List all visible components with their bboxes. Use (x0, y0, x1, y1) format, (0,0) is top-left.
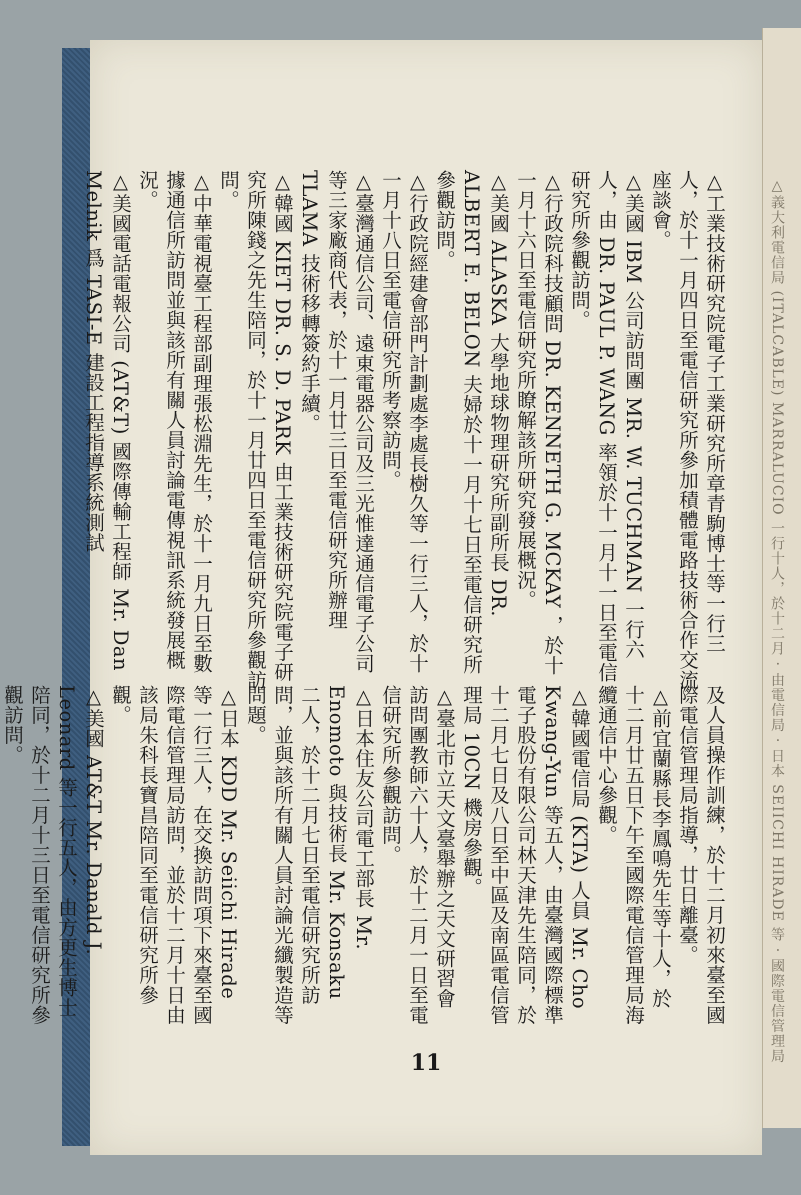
next-page-edge (762, 28, 801, 1128)
entry: △韓國電信局 (KTA) 人員 Mr. Cho Kwang-Yun 等五人，由臺灣國際標準電子股份有限公司林天津先生陪同，於十二月七日及八日至中區及南區電信管理局 10CN 機房參觀。 (460, 685, 591, 1025)
entry: △行政院科技顧問 DR. KENNETH G. MCKAY ，於十一月十六日至電信研究所瞭解該所研究發展概況。 (514, 170, 564, 676)
lower-text-section (1, 685, 728, 1025)
entry: △中華電視臺工程部副理張松淵先生，於十一月九日至數據通信所訪問並與該所有關人員討論電傳視訊系統發展概況。 (136, 170, 213, 674)
page-number: 11 (410, 1050, 442, 1076)
next-page-bleed-text: △義大利電信局 (ITALCABLE) MARRALUCIO 一行十人，於十二月 · 由電信局 · 日本 SEIICHI HIRADE 等 · 國際電信管理局 (769, 178, 785, 1064)
entry: △韓國 KIET DR. S. D. PARK 由工業技術研究院電子研究所陳錢之先生陪同，於十一月廿四日至電信研究所參觀訪問。 (217, 170, 294, 690)
entry: △美國電話電報公司 (AT&T) 國際傳輸工程師 Mr. Dan Melnik 爲 TASI-E 建設工程指導系統測試 (82, 170, 132, 672)
document-page (1, 40, 762, 1155)
entry: △臺北市立天文臺舉辦之天文研習會訪問團教師六十人，於十二月一日至電信研究所參觀訪問。 (379, 685, 456, 1025)
entry: △行政院經建會部門計劃處李處長樹久等一行三人，於十一月十八日至電信研究所考察訪問。 (379, 170, 429, 674)
entry: △前宜蘭縣長李鳳鳴先生等十人，於十二月廿五日下午至國際電信管理局海纜通信中心參觀。 (595, 685, 672, 1025)
entry: △美國 ALASKA 大學地球物理研究所副所長 DR. ALBERT E. BELON 夫婦於十一月十七日至電信研究所參觀訪問。 (433, 170, 510, 675)
entry: △臺灣通信公司、遠東電器公司及三光惟達通信電子公司等三家廠商代表，於十一月廿三日至電信研究所辦理 TLAMA 技術移轉簽約手續。 (298, 170, 375, 674)
entry: △美國 AT&T Mr. Danald J. Leonard 等一行五人，由方更生博士陪同，於十二月十三日至電信研究所參觀訪問。 (1, 685, 105, 1025)
upper-text-section (82, 170, 728, 690)
entry: 及人員操作訓練，於十二月初來臺至國際電信管理局指導，廿日離臺。 (676, 685, 726, 1025)
entry: △工業技術研究院電子工業研究所章青駒博士等一行三人，於十一月四日至電信研究所參加積體電路技術合作交流座談會。 (649, 170, 726, 690)
entry: △美國 IBM 公司訪問團 MR. W. TUCHMAN 一行六人，由 DR. PAUL P. WANG 率領於十一月十一日至電信研究所參觀訪問。 (568, 170, 645, 683)
entry: △日本 KDD Mr. Seiichi Hirade 等一行三人，在交換訪問項下來臺至國際電信管理局訪問，並於十二月十日由該局朱科長寶昌陪同至電信研究所參觀。 (109, 685, 240, 1025)
entry: △日本住友公司電工部長 Mr. Enomoto 與技術長 Mr. Konsaku 二人，於十二月七日至電信研究所訪問，並與該所有關人員討論光纖製造等問題。 (244, 685, 375, 1025)
